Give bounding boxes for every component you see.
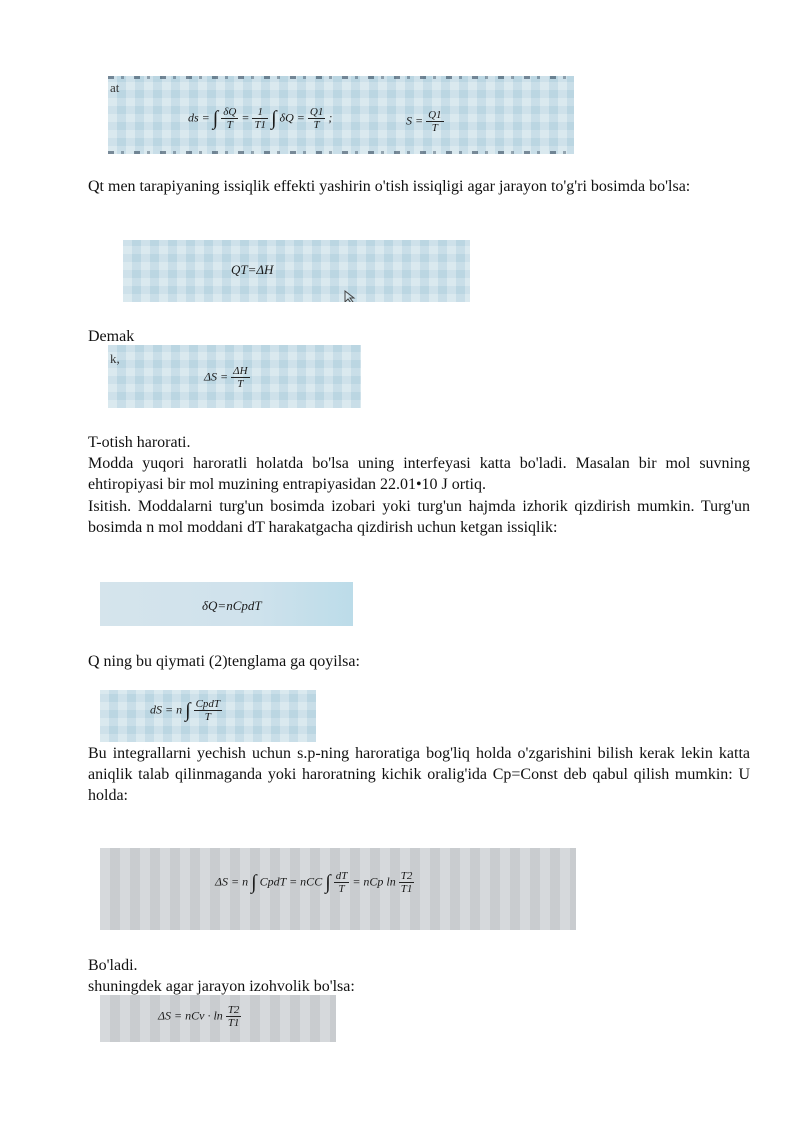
paragraph-heating: Isitish. Moddalarni turg'un bosimda izobari yoki turg'un hajmda izhorik qizdirish mumkin. Turg'un bosimda n mol moddani dT harakatgacha qizdirish uchun ketgan issiqlik: [88, 498, 750, 536]
equation-ds-n-integral: dS = n ∫ $\frac{\text{CpdT}}{T}$ [150, 698, 221, 723]
equation-entropy-integral: ds = ∫ $\frac{\delta Q}{T}$ = $\frac{1}{T1}$ ∫ δQ = $\frac{Q1}{T}$ ; [188, 106, 333, 131]
paragraph-isochoric: shuningdek agar jarayon izohvolik bo'lsa: [88, 978, 355, 995]
paragraph-entropy-example: Modda yuqori haroratli holatda bo'lsa uning interfeyasi katta bo'ladi. Masalan bir mol suvning ehtiropiyasi bir mol muzining entrapiyasidan 22.01•10 J ortiq. [88, 455, 750, 493]
equation-delta-s-delta-h: ΔS = $\frac{\Delta H}{T}$ [204, 365, 248, 390]
equation-image-entropy-definition [108, 76, 574, 154]
paragraph-transition-temperature: T-otish harorati. [88, 434, 191, 451]
equation-image-ds-cp-ln [100, 848, 576, 930]
equation-entropy-ratio: S = $\frac{Q1}{T}$ [406, 109, 442, 134]
equation-image-ds-integral [100, 690, 316, 742]
paragraph-substitution: Q ning bu qiymati (2)tenglama ga qoyilsa: [88, 653, 360, 670]
paragraph-latent-heat: Qt men tarapiyaning issiqlik effekti yashirin o'tish issiqligi agar jarayon to'g'ri bosimda bo'lsa: [88, 178, 691, 195]
equation-image-ds-cv-ln [100, 995, 336, 1042]
equation-qt-delta-h: QT=ΔH [231, 262, 274, 277]
paragraph-boladi: Bo'ladi. [88, 957, 138, 974]
paragraph-integrals: Bu integrallarni yechish uchun s.p-ning haroratiga bog'liq holda o'zgarishini bilish kerak lekin katta aniqlik talab qilinmaganda yoki haroratning kichik oralig'ida Cp=Const deb qabul qilish mumkin: U holda: [88, 745, 750, 804]
equation-image-latent-heat [123, 240, 470, 302]
equation-fragment-text: at [110, 80, 120, 95]
cursor-arrow-icon [344, 290, 358, 302]
equation-image-heat-quantity [100, 582, 353, 626]
equation-fragment-text: k, [110, 351, 120, 366]
paragraph-demak: Demak [88, 328, 135, 345]
equation-dq-ncpdt: δQ=nCpdT [202, 598, 262, 613]
equation-ds-ncp-ln: ΔS = n ∫ CpdT = nCC ∫ $\frac{dT}{T}$ = nCp ln $\frac{T2}{T1}$ [215, 870, 413, 895]
equation-image-entropy-change [108, 345, 361, 408]
equation-ds-ncv-ln: ΔS = nCv · ln $\frac{T2}{T1}$ [158, 1004, 240, 1029]
